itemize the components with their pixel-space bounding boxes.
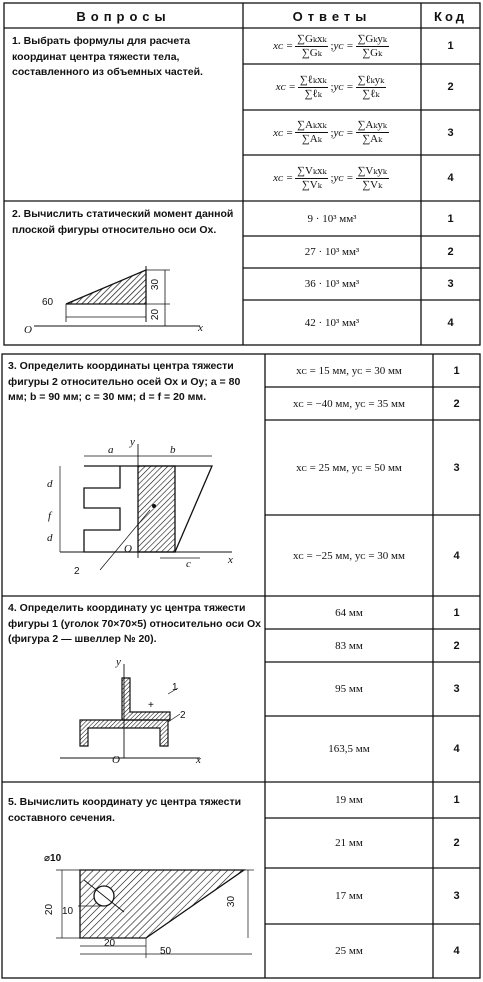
- formula-numerator: ∑Gₖxₖ: [297, 32, 327, 45]
- formula-text: ;: [330, 81, 334, 93]
- answer-code: 2: [447, 81, 454, 93]
- origin-o: O: [112, 754, 120, 766]
- answer-option[interactable]: 42 · 10³ мм³: [304, 316, 360, 329]
- formula-text: xᴄ =: [275, 81, 296, 93]
- answer-code: 3: [453, 461, 460, 474]
- answer-option[interactable]: [243, 110, 421, 155]
- formula-text: ;: [330, 172, 334, 184]
- dim-20: 20: [150, 308, 162, 321]
- formula-text: yᴄ =: [333, 81, 354, 93]
- formula-denominator: ∑Aₖ: [362, 133, 383, 145]
- axis-y: y: [116, 656, 121, 668]
- question-1-text: 1. Выбрать формулы для расчета координат центра тяжести тела, составленного из объемных частей.: [12, 35, 203, 78]
- axis-y: y: [130, 436, 135, 448]
- label-figure-1: 1: [172, 682, 178, 693]
- dim-d-top: d: [47, 478, 53, 490]
- answer-option[interactable]: xᴄ = 25 мм, yᴄ = 50 мм: [296, 461, 402, 474]
- answer-code: 1: [447, 40, 454, 52]
- answer-option[interactable]: 25 мм: [335, 945, 363, 957]
- answer-code: 1: [453, 794, 460, 806]
- answer-code: 2: [453, 837, 460, 849]
- answer-code: 3: [453, 683, 460, 695]
- formula-numerator: ∑Vₖyₖ: [357, 164, 387, 177]
- answer-option[interactable]: 27 · 10³ мм³: [304, 246, 360, 258]
- formula-denominator: ∑ℓₖ: [362, 87, 380, 100]
- answer-option[interactable]: 83 мм: [335, 639, 363, 652]
- question-2-text: 2. Вычислить статический момент данной плоской фигуры относительно оси Ox.: [12, 208, 234, 236]
- formula-denominator: ∑Gₖ: [301, 46, 322, 59]
- answer-option[interactable]: 64 мм: [335, 606, 363, 619]
- axis-x: x: [228, 554, 233, 566]
- answer-option[interactable]: 21 мм: [335, 837, 363, 849]
- answer-code: 2: [453, 639, 460, 652]
- svg-text:+: +: [148, 700, 154, 711]
- formula-numerator: ∑Vₖxₖ: [297, 164, 327, 177]
- dim-b: b: [170, 444, 176, 456]
- dim-20-vertical: 20: [44, 903, 56, 916]
- answer-code: 3: [447, 126, 454, 139]
- answer-code: 4: [453, 743, 460, 755]
- label-figure-2: 2: [180, 710, 186, 721]
- formula-text: xᴄ =: [273, 126, 294, 139]
- answer-code: 1: [453, 606, 460, 619]
- formula-text: yᴄ =: [333, 40, 354, 52]
- answer-option[interactable]: 9 · 10³ мм³: [307, 212, 357, 225]
- dim-50: 50: [160, 946, 172, 957]
- dim-30: 30: [226, 895, 238, 908]
- formula-numerator: ∑Gₖyₖ: [357, 32, 387, 45]
- dim-c: c: [186, 558, 191, 570]
- question-2-figure: [0, 238, 243, 344]
- dim-diameter-10: ⌀10: [44, 853, 62, 864]
- answer-code: 4: [447, 316, 454, 329]
- answer-option[interactable]: xᴄ = −40 мм, yᴄ = 35 мм: [293, 397, 405, 410]
- answer-option[interactable]: [243, 64, 421, 110]
- answer-code: 4: [453, 945, 460, 957]
- formula-numerator: ∑ℓₖxₖ: [299, 73, 327, 86]
- answer-option[interactable]: 95 мм: [335, 683, 363, 695]
- answer-option[interactable]: 163,5 мм: [328, 743, 370, 755]
- answer-option[interactable]: 19 мм: [335, 794, 363, 806]
- answer-option[interactable]: 36 · 10³ мм³: [304, 278, 360, 290]
- origin-o: O: [24, 324, 32, 336]
- answer-code: 3: [453, 890, 460, 902]
- dim-a: a: [108, 444, 114, 456]
- formula-numerator: ∑ℓₖyₖ: [357, 73, 385, 86]
- dim-f: f: [48, 510, 52, 522]
- formula-numerator: ∑Aₖxₖ: [297, 119, 327, 131]
- formula-text: ;: [330, 126, 334, 139]
- dim-30: 30: [150, 278, 162, 291]
- answer-option[interactable]: 17 мм: [335, 890, 363, 902]
- formula-text: xᴄ =: [273, 172, 294, 184]
- dim-60: 60: [42, 297, 54, 308]
- formula-denominator: ∑ℓₖ: [304, 87, 322, 100]
- question-3-figure: [0, 430, 265, 590]
- formula-text: yᴄ =: [333, 126, 354, 139]
- question-4-figure: [0, 650, 265, 776]
- label-figure-2: 2: [74, 566, 80, 577]
- dim-10: 10: [62, 906, 74, 917]
- question-3-text: 3. Определить координаты центра тяжести фигуры 2 относительно осей Ox и Oy; a = 80 мм; b = 90 мм; c = 30 мм; d = f = 20 мм.: [8, 360, 241, 403]
- answer-code: 2: [447, 246, 454, 258]
- answer-option[interactable]: [243, 155, 421, 201]
- question-4-text: 4. Определить координату yᴄ центра тяжести фигуры 1 (уголок 70×70×5) относительно оси Ox (фигура 2 — швеллер № 20).: [8, 602, 261, 645]
- formula-text: xᴄ =: [273, 40, 294, 52]
- header-code: Код: [434, 8, 467, 24]
- question-5-text: 5. Вычислить координату yᴄ центра тяжести составного сечения.: [8, 796, 242, 824]
- formula-denominator: ∑Aₖ: [301, 133, 322, 145]
- answer-code: 2: [453, 397, 460, 410]
- origin-o: O: [124, 543, 132, 555]
- answer-option[interactable]: [243, 28, 421, 64]
- formula-numerator: ∑Aₖyₖ: [357, 119, 387, 131]
- question-5-figure: [0, 850, 265, 978]
- answer-option[interactable]: xᴄ = −25 мм, yᴄ = 30 мм: [293, 549, 405, 562]
- formula-denominator: ∑Gₖ: [362, 46, 383, 59]
- dim-d-bottom: d: [47, 532, 53, 544]
- header-questions: Вопросы: [76, 8, 171, 24]
- axis-x: x: [198, 322, 203, 334]
- answer-code: 4: [447, 172, 454, 184]
- formula-text: yᴄ =: [333, 172, 354, 184]
- answer-code: 1: [453, 364, 460, 377]
- header-answers: Ответы: [292, 8, 372, 24]
- answer-code: 1: [447, 212, 454, 225]
- axis-x: x: [196, 754, 201, 766]
- formula-denominator: ∑Vₖ: [362, 178, 383, 191]
- dim-20-horizontal: 20: [104, 938, 116, 949]
- answer-code: 4: [453, 549, 460, 562]
- answer-option[interactable]: xᴄ = 15 мм, yᴄ = 30 мм: [296, 364, 402, 377]
- formula-text: ;: [330, 40, 334, 52]
- answer-code: 3: [447, 278, 454, 290]
- formula-denominator: ∑Vₖ: [301, 178, 322, 191]
